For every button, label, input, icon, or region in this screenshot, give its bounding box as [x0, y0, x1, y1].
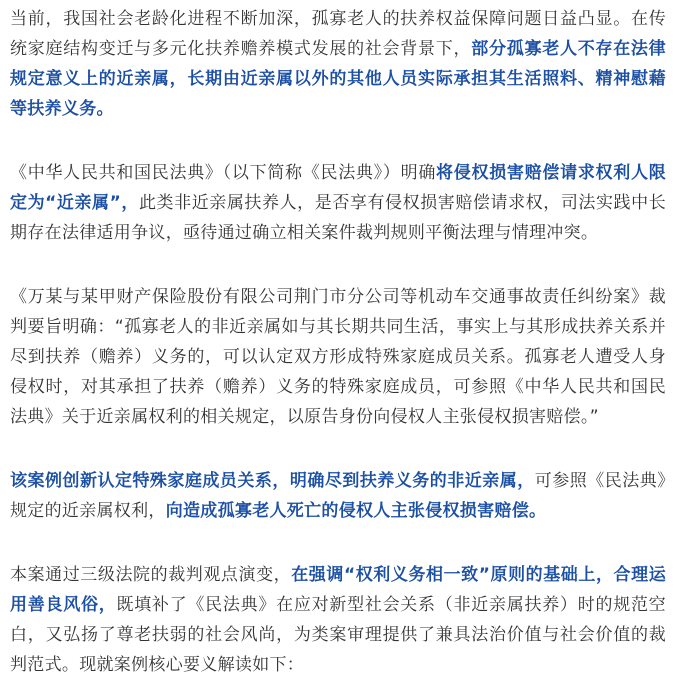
paragraph-text: 此类非近亲属扶养人，是否享有侵权损害赔偿请求权，司法实践中长期存在法律适用争议，亟待通过确立相关案件裁判规则平衡法理与情理冲突。 — [10, 193, 667, 243]
paragraph-text: 可参照《民法典》规定的近亲属权利， — [10, 471, 666, 521]
paragraph-text: 《中华人民共和国民法典》（以下简称《民法典》）明确 — [10, 163, 437, 183]
highlighted-text: 该案例创新认定特殊家庭成员关系，明确尽到扶养义务的非近亲属， — [10, 471, 535, 491]
paragraph-conclusion — [10, 560, 666, 680]
paragraph-intro — [10, 4, 666, 124]
highlighted-text: 部分孤寡老人不存在法律规定意义上的近亲属，长期由近亲属以外的其他人员实际承担其生活照料、精神慰藉等扶养义务。 — [10, 39, 666, 119]
paragraph-text: 本案通过三级法院的裁判观点演变， — [10, 565, 292, 585]
paragraph-innovation — [10, 466, 666, 526]
paragraph-case-gist — [10, 282, 666, 432]
highlighted-text: 将侵权损害赔偿请求权利人限定为“近亲属”， — [10, 163, 667, 213]
paragraph-text: 既填补了《民法典》在应对新型社会关系（非近亲属扶养）时的规范空白，又弘扬了尊老扶弱的社会风尚，为类案审理提供了兼具法治价值与社会价值的裁判范式。现就案例核心要义解读如下： — [10, 595, 666, 675]
paragraph-text: 《万某与某甲财产保险股份有限公司荆门市分公司等机动车交通事故责任纠纷案》裁判要旨明确：“孤寡老人的非近亲属如与其长期共同生活，事实上与其形成扶养关系并尽到扶养（赡养）义务的，可以认定双方形成特殊家庭成员关系。孤寡老人遭受人身侵权时，对其承担了扶养（赡养）义务的特殊家庭成员，可参照《中华人民共和国民法典》关于近亲属权利的相关规定，以原告身份向侵权人主张侵权损害赔偿。” — [10, 287, 666, 427]
highlighted-text: 在强调“权利义务相一致”原则的基础上，合理运用善良风俗， — [10, 565, 666, 615]
paragraph-text: 当前，我国社会老龄化进程不断加深，孤寡老人的扶养权益保障问题日益凸显。在传统家庭结构变迁与多元化扶养赡养模式发展的社会背景下， — [10, 9, 666, 59]
highlighted-text: 向造成孤寡老人死亡的侵权人主张侵权损害赔偿。 — [165, 501, 547, 521]
paragraph-civil-code — [10, 158, 666, 248]
